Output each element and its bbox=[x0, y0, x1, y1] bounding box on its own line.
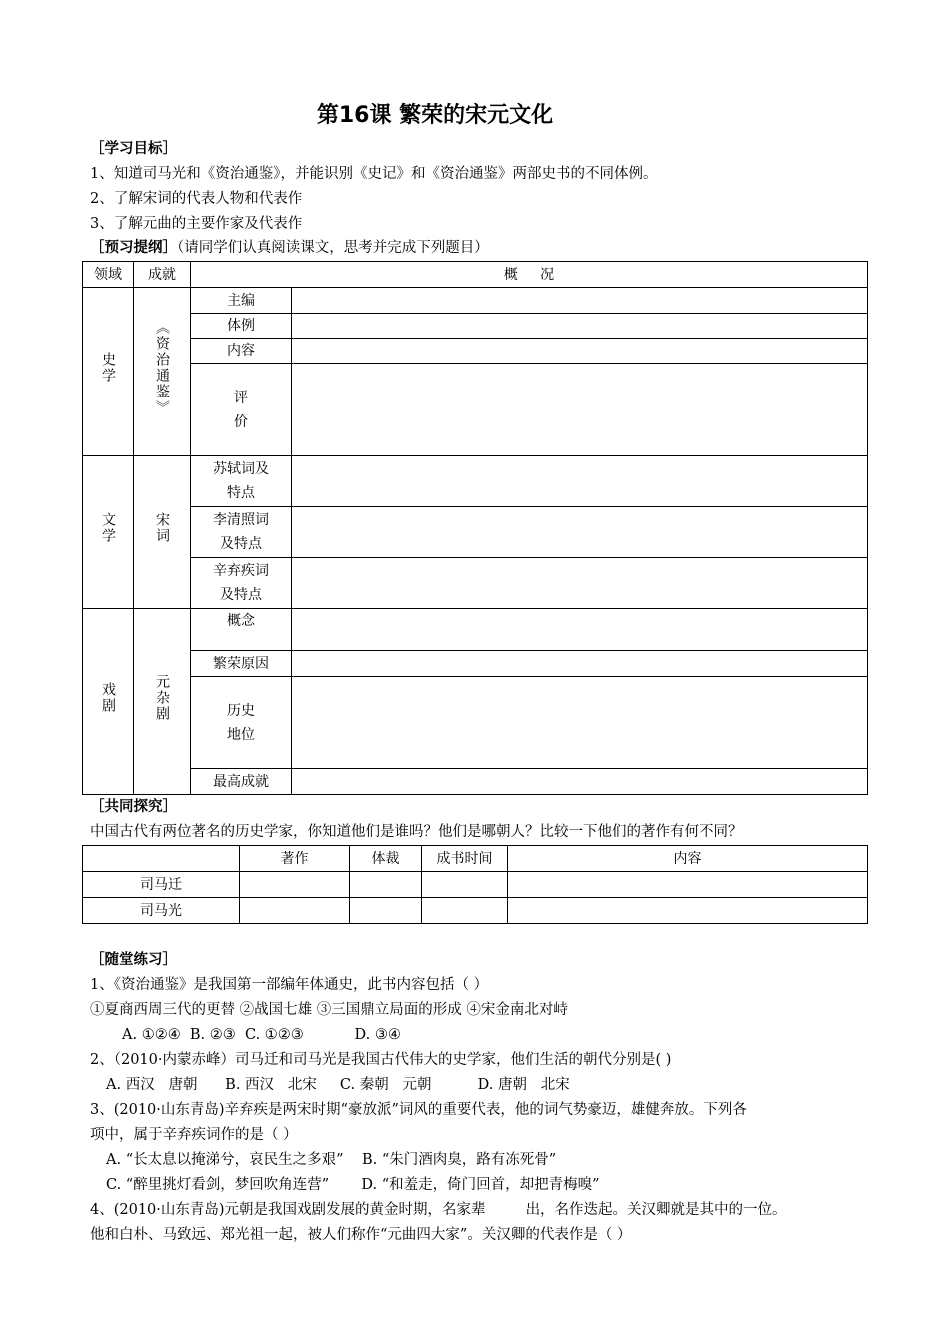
objectives-heading: ［学习目标］ bbox=[90, 141, 177, 157]
row-label: 评 价 bbox=[191, 364, 292, 456]
answer-cell[interactable] bbox=[292, 769, 868, 795]
question-3-cont: 项中，属于辛弃疾词作的是（ ） bbox=[90, 1127, 298, 1143]
answer-cell[interactable] bbox=[292, 314, 868, 339]
header-overview: 概 况 bbox=[191, 262, 868, 288]
answer-cell[interactable] bbox=[292, 507, 868, 558]
question-4-cont: 出，名作迭起。关汉卿就是其中的一位。 bbox=[525, 1202, 787, 1218]
row-label: 主编 bbox=[191, 288, 292, 314]
answer-cell[interactable] bbox=[350, 872, 422, 898]
preview-note: （请同学们认真阅读课文，思考并完成下列题目） bbox=[177, 240, 489, 256]
header-field: 领域 bbox=[83, 262, 134, 288]
column-header bbox=[83, 846, 240, 872]
inquiry-heading: ［共同探究］ bbox=[90, 799, 177, 815]
objective-item: 2、了解宋词的代表人物和代表作 bbox=[90, 191, 303, 207]
answer-cell[interactable] bbox=[422, 872, 508, 898]
question-1-statements: ①夏商西周三代的更替 ②战国七雄 ③三国鼎立局面的形成 ④宋金南北对峙 bbox=[90, 1002, 568, 1018]
answer-cell[interactable] bbox=[292, 364, 868, 456]
answer-cell[interactable] bbox=[292, 456, 868, 507]
answer-cell[interactable] bbox=[292, 609, 868, 651]
achievement-song-ci: 宋词 bbox=[154, 512, 170, 544]
question-2: 2、（2010·内蒙赤峰）司马迁和司马光是我国古代伟大的史学家，他们生活的朝代分别是( ) bbox=[90, 1052, 672, 1068]
historian-name: 司马光 bbox=[83, 898, 240, 924]
answer-cell[interactable] bbox=[292, 288, 868, 314]
achievement-zizhi-tongjian: 《资治通鉴》 bbox=[154, 319, 170, 416]
answer-cell[interactable] bbox=[292, 558, 868, 609]
row-label: 内容 bbox=[191, 339, 292, 364]
historian-name: 司马迁 bbox=[83, 872, 240, 898]
preview-table bbox=[82, 261, 868, 795]
answer-cell[interactable] bbox=[508, 898, 868, 924]
column-header: 内容 bbox=[508, 846, 868, 872]
column-header: 体裁 bbox=[350, 846, 422, 872]
row-label: 苏轼词及 特点 bbox=[191, 456, 292, 507]
answer-cell[interactable] bbox=[350, 898, 422, 924]
question-4: 4、(2010·山东青岛)元朝是我国戏剧发展的黄金时期，名家辈 bbox=[90, 1202, 486, 1218]
answer-cell[interactable] bbox=[292, 339, 868, 364]
question-3-options-cd: C. “醉里挑灯看剑，梦回吹角连营” D. “和羞走，倚门回首，却把青梅嗅” bbox=[106, 1177, 600, 1193]
answer-cell[interactable] bbox=[422, 898, 508, 924]
objective-item: 1、知道司马光和《资治通鉴》，并能识别《史记》和《资治通鉴》两部史书的不同体例。 bbox=[90, 166, 658, 182]
row-label: 辛弃疾词 及特点 bbox=[191, 558, 292, 609]
answer-cell[interactable] bbox=[240, 872, 350, 898]
page-title: 第16课 繁荣的宋元文化 bbox=[316, 103, 554, 128]
header-achievement: 成就 bbox=[134, 262, 191, 288]
answer-cell[interactable] bbox=[240, 898, 350, 924]
question-2-options: A. 西汉 唐朝 B. 西汉 北宋 C. 秦朝 元朝 D. 唐朝 北宋 bbox=[106, 1077, 570, 1093]
question-3-options-ab: A. “长太息以掩涕兮，哀民生之多艰” B. “朱门酒肉臭，路有冻死骨” bbox=[106, 1152, 557, 1168]
row-label: 历史 地位 bbox=[191, 677, 292, 769]
answer-cell[interactable] bbox=[508, 872, 868, 898]
row-label: 概念 bbox=[191, 609, 292, 651]
field-drama: 戏剧 bbox=[100, 681, 116, 714]
question-3: 3、(2010·山东青岛)辛弃疾是两宋时期“豪放派”词风的重要代表，他的词气势豪迈，雄健奔放。下列各 bbox=[90, 1102, 747, 1118]
achievement-yuan-zaju: 元杂剧 bbox=[154, 673, 170, 722]
answer-cell[interactable] bbox=[292, 677, 868, 769]
answer-cell[interactable] bbox=[292, 651, 868, 677]
row-label: 繁荣原因 bbox=[191, 651, 292, 677]
inquiry-table bbox=[82, 845, 868, 924]
question-4-line2: 他和白朴、马致远、郑光祖一起，被人们称作“元曲四大家”。关汉卿的代表作是（ ） bbox=[90, 1227, 632, 1243]
row-label: 最高成就 bbox=[191, 769, 292, 795]
question-1: 1、《资治通鉴》是我国第一部编年体通史，此书内容包括（ ） bbox=[90, 977, 489, 993]
field-literature: 文学 bbox=[100, 512, 116, 544]
field-history: 史学 bbox=[100, 351, 116, 384]
column-header: 著作 bbox=[240, 846, 350, 872]
question-1-options: A. ①②④ B. ②③ C. ①②③ D. ③④ bbox=[122, 1027, 401, 1043]
preview-heading: ［预习提纲］ bbox=[90, 240, 177, 256]
row-label: 体例 bbox=[191, 314, 292, 339]
objective-item: 3、了解元曲的主要作家及代表作 bbox=[90, 216, 303, 232]
practice-heading: ［随堂练习］ bbox=[90, 952, 177, 968]
column-header: 成书时间 bbox=[422, 846, 508, 872]
inquiry-question: 中国古代有两位著名的历史学家，你知道他们是谁吗？他们是哪朝人？比较一下他们的著作有何不同？ bbox=[90, 824, 743, 840]
row-label: 李清照词 及特点 bbox=[191, 507, 292, 558]
